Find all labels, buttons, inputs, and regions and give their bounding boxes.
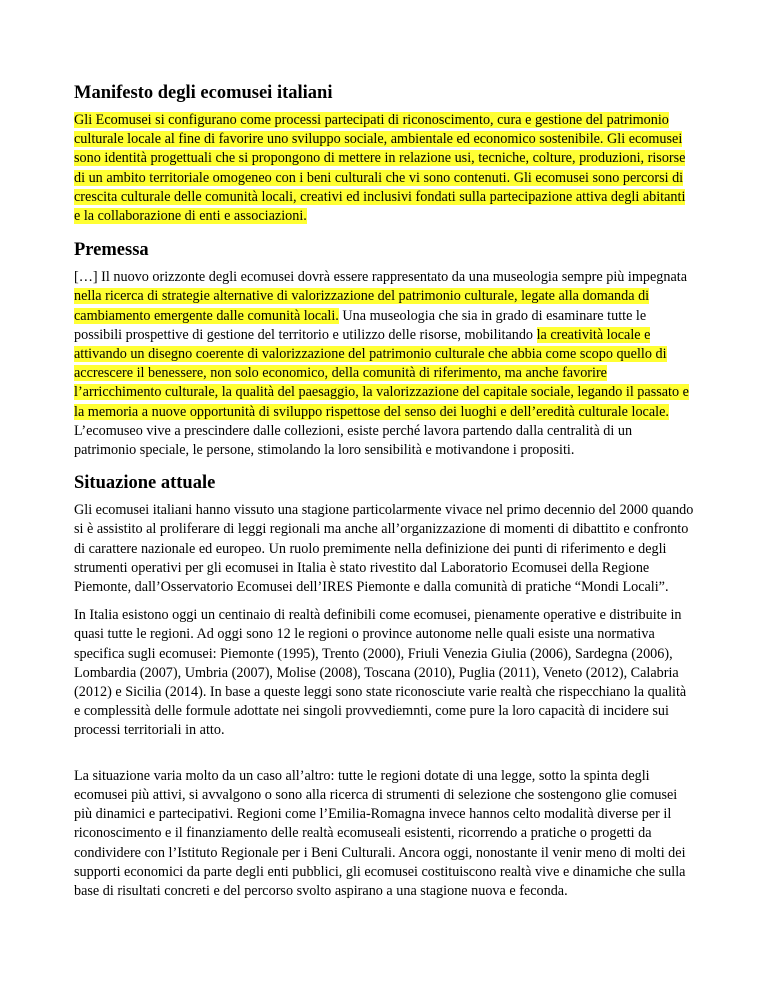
situazione-paragraph-2: In Italia esistono oggi un centinaio di realtà definibili come ecomusei, pienamente operative e distribuite in quasi tutte le regioni. Ad oggi sono 12 le regioni o province autonome nelle quali esiste una normativa specifica sugli ecomusei: Piemonte (1995), Trento (2000), Friuli Venezia Giulia (2006), Sardegna (2006), Lombardia (2007), Umbria (2007), Molise (2008), Toscana (2010), Puglia (2011), Veneto (2012), Calabria (2012) e Sicilia (2014). In base a queste leggi sono state riconosciute varie realtà che rispecchiano la qualità e complessità delle formule adottate nei singoli provvediemnti, come pure la loro capacità di incidere sui processi territoriali in atto.: [74, 607, 687, 739]
premessa-text-2: Una museologia che sia in grado di esaminare tutte le possibili prospettive di gestione del territorio e utilizzo delle risorse, mobilitando: [74, 307, 647, 343]
premessa-paragraph: [74, 268, 694, 460]
premessa-heading: Premessa: [74, 240, 149, 261]
manifesto-heading: Manifesto degli ecomusei italiani: [74, 83, 333, 103]
premessa-highlight-1: nella ricerca di strategie alternative di valorizzazione del patrimonio culturale, legate alla domanda di cambiamento emergente dalle comunità locali.: [74, 288, 650, 324]
manifesto-paragraph: [74, 111, 694, 226]
situazione-paragraph-3: La situazione varia molto da un caso all’altro: tutte le regioni dotate di una legge, sotto la spinta degli ecomusei più attivi, si avvalgono o sono alla ricerca di strumenti di selezione che sostengono glie comusei più dinamici e partecipativi. Regioni come l’Emilia-Romagna invece hannos celto modalità diverse per il riconoscimento e il finanziamento delle realtà ecomuseali esistenti, ricorrendo a pratiche o progetti da condividere con l’Istituto Regionale per i Beni Culturali. Ancora oggi, nonostante il venir meno di molti dei supporti economici da parte degli enti pubblici, gli ecomusei costituiscono realtà vive e dinamiche che sulla base di risultati concreti e del percorso svolto aspirano a una stagione nuova e feconda.: [74, 767, 686, 899]
premessa-text-1: […] Il nuovo orizzonte degli ecomusei dovrà essere rappresentato da una museologia sempre più impegnata: [74, 269, 688, 286]
situazione-heading: Situazione attuale: [74, 473, 216, 494]
premessa-highlight-2: la creatività locale e attivando un disegno coerente di valorizzazione del patrimonio culturale che abbia come scopo quello di accrescere il benessere, non solo economico, della comunità di riferimento, ma anche favorire l’arricchimento culturale, la qualità del paesaggio, la valorizzazione del capitale sociale, legando il passato e la memoria a nuove opportunità di sviluppo rispettose del senso dei luoghi e dell’eredità culturale locale.: [74, 326, 689, 420]
manifesto-highlight: Gli Ecomusei si configurano come processi partecipati di riconoscimento, cura e gestione del patrimonio culturale locale al fine di favorire uno sviluppo sociale, ambientale ed economico sostenibile. Gli ecomusei sono identità progettuali che si propongono di mettere in relazione usi, tecniche, colture, produzioni, risorse di un ambito territoriale omogeneo con i beni culturali che vi sono contenuti. Gli ecomusei sono percorsi di crescita culturale delle comunità locali, creativi ed inclusivi fondati sulla partecipazione attiva degli abitanti e la collaborazione di enti e associazioni.: [74, 112, 686, 225]
paragraph-spacer: [74, 750, 694, 767]
situazione-paragraph-1: Gli ecomusei italiani hanno vissuto una stagione particolarmente vivace nel primo decennio del 2000 quando si è assistito al proliferare di leggi regionali ma anche all’organizzazione di momenti di dibattito e confronto di carattere nazionale ed europeo. Un ruolo premimente nella definizione dei punti di riferimento e degli strumenti operativi per gli ecomusei in Italia è stato rivestito dal Laboratorio Ecomusei della Regione Piemonte, dall’Osservatorio Ecomusei dell’IRES Piemonte e dalla comunità di pratiche “Mondi Locali”.: [74, 502, 694, 596]
document-body: [74, 82, 694, 910]
premessa-text-3: L’ecomuseo vive a prescindere dalle collezioni, esiste perché lavora partendo dalla centralità di un patrimonio speciale, le persone, stimolando la loro sensibilità e motivandone i propositi.: [74, 422, 633, 459]
